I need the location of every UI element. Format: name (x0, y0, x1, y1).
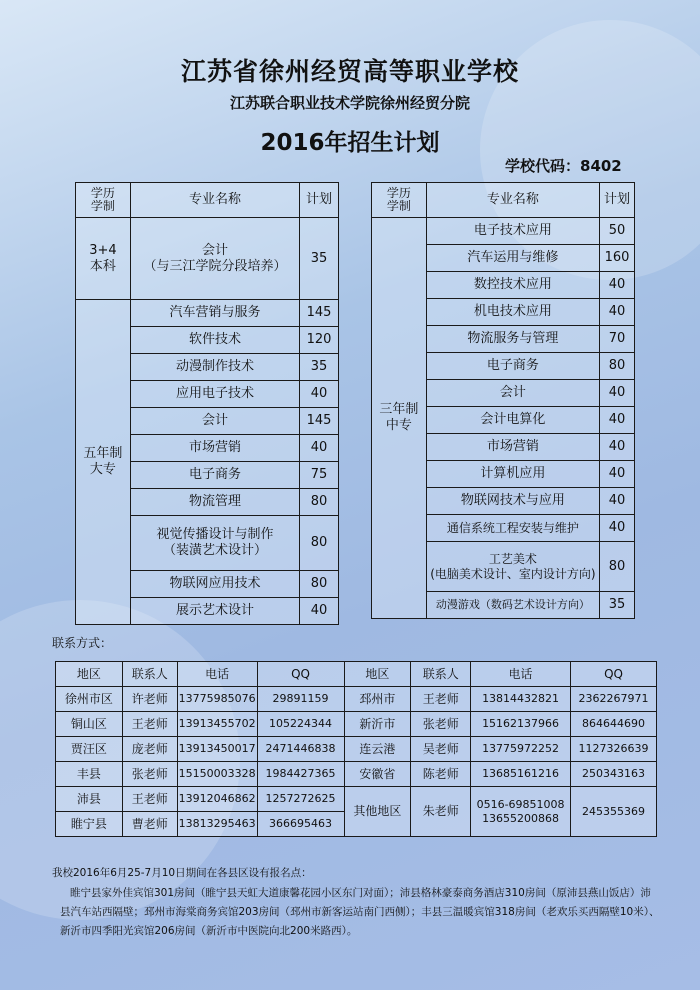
region-cell: 沛县 (56, 787, 123, 812)
phone-cell: 13813295463 (177, 812, 257, 837)
major-cell: 计算机应用 (426, 461, 599, 488)
major-cell: 动漫制作技术 (130, 354, 299, 381)
header-cell: 电话 (177, 662, 257, 687)
phone-cell: 15150003328 (177, 762, 257, 787)
person-cell: 吴老师 (411, 737, 471, 762)
major-cell: 视觉传播设计与制作 （装潢艺术设计） (130, 516, 299, 571)
major-cell: 工艺美术 (电脑美术设计、室内设计方向) (426, 542, 599, 592)
plan-cell: 50 (600, 218, 635, 245)
qq-cell: 105224344 (257, 712, 344, 737)
header-cell: 学历 学制 (76, 183, 131, 218)
region-cell: 连云港 (344, 737, 411, 762)
phone-cell: 13814432821 (471, 687, 571, 712)
contacts-label: 联系方式： (52, 636, 113, 650)
person-cell: 朱老师 (411, 787, 471, 837)
plan-cell: 145 (300, 408, 339, 435)
plan-cell: 75 (300, 462, 339, 489)
header-cell: 学历 学制 (372, 183, 427, 218)
region-cell: 邳州市 (344, 687, 411, 712)
person-cell: 许老师 (122, 687, 177, 712)
phone-cell: 13775972252 (471, 737, 571, 762)
plan-cell: 40 (600, 461, 635, 488)
page-title: 江苏省徐州经贸高等职业学校 (180, 57, 519, 86)
plan-cell: 40 (600, 272, 635, 299)
major-cell: 机电技术应用 (426, 299, 599, 326)
plan-cell: 80 (600, 542, 635, 592)
major-cell: 会计电算化 (426, 407, 599, 434)
registration-notes-body: 睢宁县家外佳宾馆301房间（睢宁县天虹大道康馨花园小区东门对面）；沛县格林豪泰商务酒店310房间（原沛县燕山饭店）沛县汽车站西隔壁；邳州市海棠商务宾馆203房间（邳州市新客运站南门西侧）；丰县三温暖宾馆318房间（老欢乐买西隔壁10米）、新沂市四季阳光宾馆206房间（新沂市中医院向北200米路西）。 (60, 887, 660, 937)
person-cell: 庞老师 (122, 737, 177, 762)
major-cell: 物联网技术与应用 (426, 488, 599, 515)
person-cell: 王老师 (411, 687, 471, 712)
region-cell: 安徽省 (344, 762, 411, 787)
group-label: 三年制 中专 (372, 218, 427, 619)
person-cell: 王老师 (122, 787, 177, 812)
header-cell: 地区 (56, 662, 123, 687)
group-label: 五年制 大专 (76, 300, 131, 625)
plan-cell: 40 (300, 381, 339, 408)
person-cell: 陈老师 (411, 762, 471, 787)
phone-cell: 13913455702 (177, 712, 257, 737)
header-cell: 专业名称 (130, 183, 299, 218)
phone-cell: 13685161216 (471, 762, 571, 787)
major-cell: 物联网应用技术 (130, 571, 299, 598)
contacts-table (55, 661, 657, 837)
phone-cell: 0516-69851008 13655200868 (471, 787, 571, 837)
major-cell: 市场营销 (130, 435, 299, 462)
header-cell: 联系人 (122, 662, 177, 687)
left-plan-table (75, 182, 339, 625)
phone-cell: 13775985076 (177, 687, 257, 712)
phone-cell: 13913450017 (177, 737, 257, 762)
major-cell: 通信系统工程安装与维护 (426, 515, 599, 542)
header-cell: 地区 (344, 662, 411, 687)
plan-cell: 35 (600, 592, 635, 619)
major-cell: 市场营销 (426, 434, 599, 461)
major-cell: 动漫游戏（数码艺术设计方向） (426, 592, 599, 619)
major-cell: 会计 （与三江学院分段培养） (130, 218, 299, 300)
plan-cell: 40 (600, 380, 635, 407)
header-cell: 电话 (471, 662, 571, 687)
plan-cell: 80 (300, 489, 339, 516)
qq-cell: 245355369 (571, 787, 657, 837)
person-cell: 张老师 (122, 762, 177, 787)
plan-title: 2016年招生计划 (260, 130, 440, 156)
right-plan-table (371, 182, 635, 619)
major-cell: 会计 (130, 408, 299, 435)
region-cell: 新沂市 (344, 712, 411, 737)
qq-cell: 1257272625 (257, 787, 344, 812)
major-cell: 物流管理 (130, 489, 299, 516)
header-cell: QQ (571, 662, 657, 687)
plan-cell: 40 (300, 598, 339, 625)
phone-cell: 13912046862 (177, 787, 257, 812)
plan-cell: 80 (600, 353, 635, 380)
major-cell: 物流服务与管理 (426, 326, 599, 353)
person-cell: 张老师 (411, 712, 471, 737)
major-cell: 电子商务 (426, 353, 599, 380)
plan-cell: 160 (600, 245, 635, 272)
plan-cell: 80 (300, 571, 339, 598)
qq-cell: 1127326639 (571, 737, 657, 762)
qq-cell: 366695463 (257, 812, 344, 837)
region-cell: 其他地区 (344, 787, 411, 837)
plan-cell: 40 (300, 435, 339, 462)
plan-cell: 120 (300, 327, 339, 354)
qq-cell: 29891159 (257, 687, 344, 712)
plan-cell: 40 (600, 407, 635, 434)
region-cell: 铜山区 (56, 712, 123, 737)
plan-cell: 40 (600, 434, 635, 461)
plan-cell: 35 (300, 354, 339, 381)
region-cell: 徐州市区 (56, 687, 123, 712)
major-cell: 展示艺术设计 (130, 598, 299, 625)
region-cell: 贾汪区 (56, 737, 123, 762)
plan-cell: 80 (300, 516, 339, 571)
major-cell: 软件技术 (130, 327, 299, 354)
header-cell: 专业名称 (426, 183, 599, 218)
group-label: 3+4 本科 (76, 218, 131, 300)
person-cell: 曹老师 (122, 812, 177, 837)
qq-cell: 2471446838 (257, 737, 344, 762)
major-cell: 数控技术应用 (426, 272, 599, 299)
plan-cell: 35 (300, 218, 339, 300)
registration-notes-title: 我校2016年6月25-7月10日期间在各县区设有报名点： (52, 867, 312, 879)
qq-cell: 2362267971 (571, 687, 657, 712)
plan-cell: 40 (600, 488, 635, 515)
major-cell: 电子技术应用 (426, 218, 599, 245)
region-cell: 丰县 (56, 762, 123, 787)
major-cell: 电子商务 (130, 462, 299, 489)
qq-cell: 1984427365 (257, 762, 344, 787)
qq-cell: 864644690 (571, 712, 657, 737)
region-cell: 睢宁县 (56, 812, 123, 837)
person-cell: 王老师 (122, 712, 177, 737)
qq-cell: 250343163 (571, 762, 657, 787)
major-cell: 应用电子技术 (130, 381, 299, 408)
plan-cell: 70 (600, 326, 635, 353)
school-code: 学校代码：8402 (505, 157, 622, 175)
plan-cell: 40 (600, 299, 635, 326)
page-subtitle: 江苏联合职业技术学院徐州经贸分院 (229, 94, 470, 112)
major-cell: 汽车营销与服务 (130, 300, 299, 327)
header-cell: 计划 (600, 183, 635, 218)
header-cell: 计划 (300, 183, 339, 218)
major-cell: 会计 (426, 380, 599, 407)
major-cell: 汽车运用与维修 (426, 245, 599, 272)
header-cell: 联系人 (411, 662, 471, 687)
header-cell: QQ (257, 662, 344, 687)
phone-cell: 15162137966 (471, 712, 571, 737)
plan-cell: 145 (300, 300, 339, 327)
plan-cell: 40 (600, 515, 635, 542)
